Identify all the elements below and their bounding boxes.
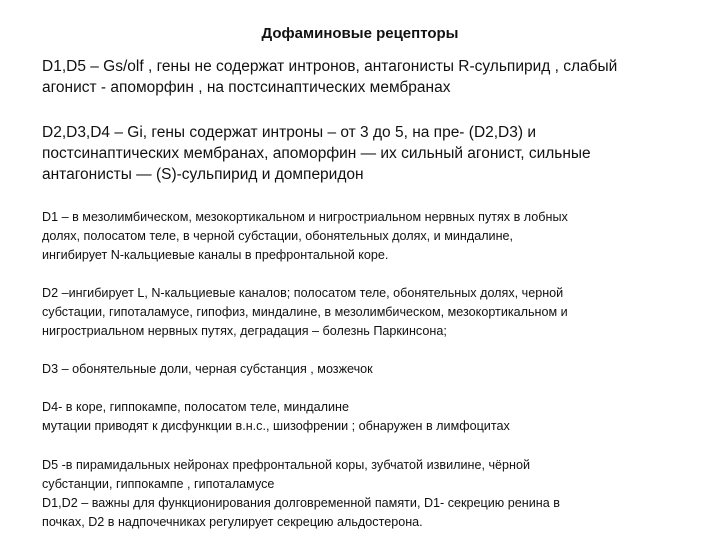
text-line: D4- в коре, гиппокампе, полосатом теле, миндалине bbox=[42, 400, 349, 414]
text-line: агонист - апоморфин , на постсинаптических мембранах bbox=[42, 79, 451, 96]
text-line: ингибирует N-кальциевые каналы в префронтальной коре. bbox=[42, 248, 389, 262]
text-line: D1 – в мезолимбическом, мезокортикальном и нигростриальном нервных путях в лобных bbox=[42, 210, 568, 224]
text-line: мутации приводят к дисфункции в.н.с., шизофрении ; обнаружен в лимфоцитах bbox=[42, 419, 510, 433]
text-line: D3 – обонятельные доли, черная субстанция , мозжечок bbox=[42, 362, 373, 376]
text-line: D1,D2 – важны для функционирования долговременной памяти, D1- секрецию ренина в bbox=[42, 496, 560, 510]
paragraph-d2-location bbox=[42, 284, 682, 341]
text-line: D1,D5 – Gs/olf , гены не содержат интронов, антагонисты R-сульпирид , слабый bbox=[42, 58, 618, 75]
text-line: D5 -в пирамидальных нейронах префронтальной коры, зубчатой извилине, чёрной bbox=[42, 458, 531, 472]
paragraph-d1-location bbox=[42, 208, 682, 265]
text-line: D2 –ингибирует L, N-кальциевые каналов; полосатом теле, обонятельных долях, черной bbox=[42, 286, 564, 300]
text-line: антагонисты — (S)-сульпирид и домперидон bbox=[42, 166, 364, 183]
text-line: субстанции, гиппокампе , гипоталамусе bbox=[42, 477, 275, 491]
paragraph-d4-location bbox=[42, 398, 682, 436]
paragraph-d2-d3-d4 bbox=[42, 122, 682, 185]
text-line: субстации, гипоталамусе, гипофиз, миндалине, в мезолимбическом, мезокортикальном и bbox=[42, 305, 568, 319]
slide-title: Дофаминовые рецепторы bbox=[261, 25, 459, 42]
text-line: почках, D2 в надпочечниках регулирует секрецию альдостерона. bbox=[42, 515, 423, 529]
text-line: долях, полосатом теле, в черной субстации, обонятельных долях, и миндалине, bbox=[42, 229, 514, 243]
text-line: постсинаптических мембранах, апоморфин — их сильный агонист, сильные bbox=[42, 145, 591, 162]
paragraph-d5-location bbox=[42, 456, 682, 532]
paragraph-d3-location bbox=[42, 360, 682, 379]
text-line: нигростриальном нервных путях, деградация – болезнь Паркинсона; bbox=[42, 324, 447, 338]
paragraph-d1-d5 bbox=[42, 56, 682, 98]
text-line: D2,D3,D4 – Gi, гены содержат интроны – от 3 до 5, на пре- (D2,D3) и bbox=[42, 124, 537, 141]
